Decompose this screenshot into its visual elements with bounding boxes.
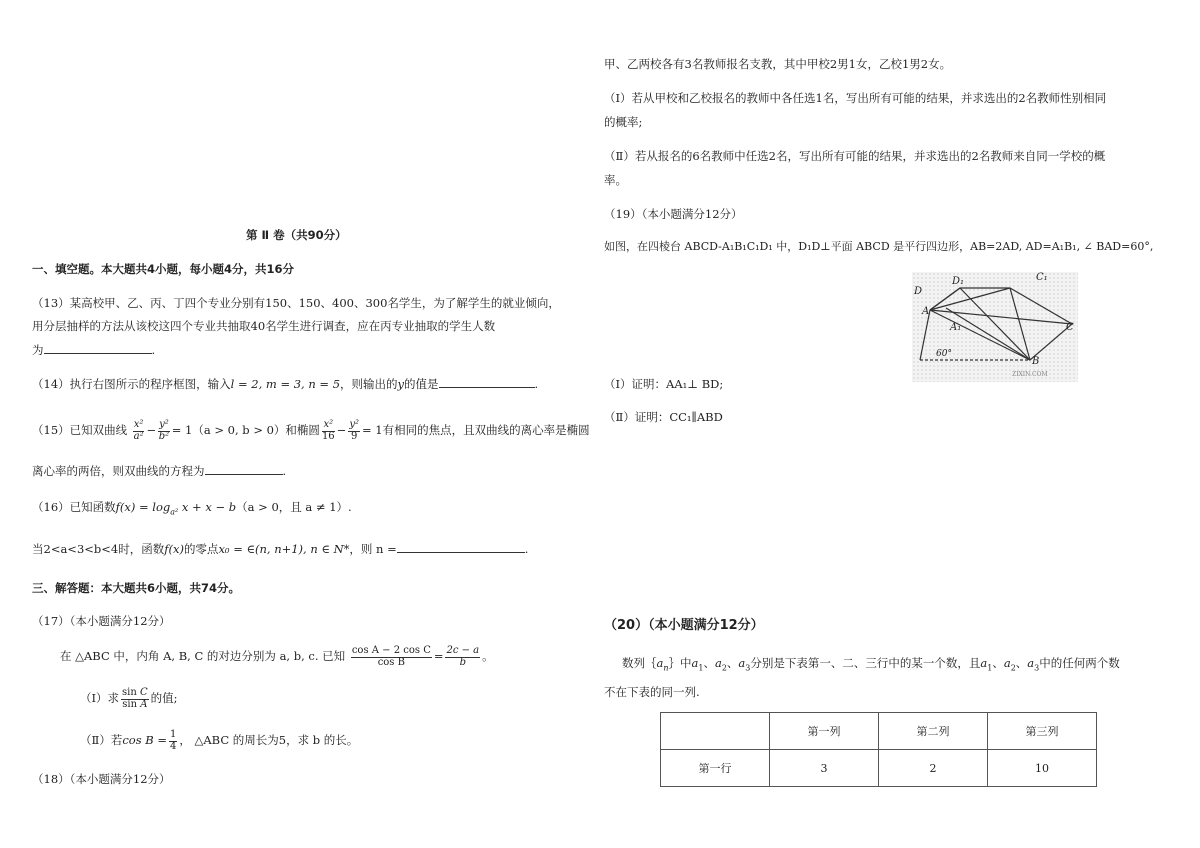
q17-ii-text-c: ， △ABC 的周长为5，求 b 的长。 bbox=[179, 733, 359, 747]
frac-sinC-sinA: $\frac{\text{sin C}}{\text{sin A}}$ bbox=[122, 687, 148, 710]
table-row bbox=[661, 750, 1097, 787]
figure-watermark: ZIXIN.COM bbox=[1012, 371, 1048, 378]
q18-ii-line1: （Ⅱ）若从报名的6名教师中任选2名，写出所有可能的结果，并求选出的2名教师来自同一学校的概 bbox=[604, 149, 1106, 163]
frac-2c-a-b: $\frac{2c - a}{b}$ bbox=[446, 645, 480, 668]
q17-ii-cosB: cos B = bbox=[122, 733, 167, 747]
q16-func: f(x) = log bbox=[115, 500, 171, 514]
q20-text-a: 数列｛ bbox=[622, 656, 657, 670]
label-d1: D₁ bbox=[952, 276, 965, 287]
q17-ii-text-a: （Ⅱ）若 bbox=[80, 733, 123, 747]
q16-answer-blank[interactable] bbox=[397, 541, 525, 553]
q17-part-i bbox=[80, 688, 178, 710]
edge-a-base bbox=[920, 310, 930, 360]
table-header-cell: 第三列 bbox=[988, 713, 1097, 750]
q17-i-text-a: （Ⅰ）求 bbox=[80, 691, 120, 705]
q13-line2: 用分层抽样的方法从该校这四个专业共抽取40名学生进行调查，应在丙专业抽取的学生人数 bbox=[32, 319, 496, 333]
q18-i-line1: （Ⅰ）若从甲校和乙校报名的教师中各任选1名，写出所有可能的结果，并求选出的2名教师性别相同 bbox=[604, 91, 1107, 105]
q13-line1: （13）某高校甲、乙、丙、丁四个专业分别有150、150、400、300名学生，为了解学生的就业倾向， bbox=[32, 296, 560, 310]
q13-answer-blank[interactable] bbox=[44, 342, 152, 354]
part-title: 第 Ⅱ 卷（共90分） bbox=[246, 228, 347, 242]
q19-part-i: （Ⅰ）证明：AA₁⊥ BD; bbox=[604, 377, 724, 391]
frac-cos-ratio: $\frac{\text{cos A − 2 cos C}}{\text{cos B}}$ bbox=[351, 645, 431, 668]
q15-text-a: （15）已知双曲线 bbox=[32, 423, 128, 437]
q16-func-rest: x + x − b bbox=[181, 500, 237, 514]
frac-x2-16: $\frac{\text{x²}}{16}$ bbox=[321, 419, 335, 442]
q16-text-e: 当2<a<3<b<4时，函数 bbox=[32, 542, 165, 556]
q20-line2: 不在下表的同一列. bbox=[604, 685, 700, 699]
q13-line3: 为 . bbox=[32, 343, 156, 357]
frac-1-4: $\frac{1}{4}$ bbox=[170, 729, 177, 752]
table-cell: 2 bbox=[879, 750, 988, 787]
section-answer-heading: 三、解答题：本大题共6小题，共74分。 bbox=[32, 581, 241, 595]
q17-part-ii bbox=[80, 730, 358, 752]
table-header-row bbox=[661, 713, 1097, 750]
q18-i-line2: 的概率; bbox=[604, 115, 643, 129]
q20-text-c: 分别是下表第一、二、三行中的某一个数，且 bbox=[750, 656, 981, 670]
q20-text-d: 中的任何两个数 bbox=[1039, 656, 1120, 670]
table-header-cell: 第二列 bbox=[879, 713, 988, 750]
q14-text-e: 的值是 bbox=[404, 377, 439, 391]
label-angle: 60° bbox=[936, 349, 952, 359]
q16-fx: f(x) bbox=[164, 542, 184, 556]
q13-prefix: 为 bbox=[32, 343, 44, 357]
q19-line1: 如图，在四棱台 ABCD-A₁B₁C₁D₁ 中，D₁D⊥平面 ABCD 是平行四边形，AB=2AD, AD=A₁B₁, ∠ BAD=60°, bbox=[604, 240, 1154, 253]
frustum-figure bbox=[912, 272, 1078, 382]
q14-var-y: y bbox=[397, 377, 405, 391]
frustum-diagram bbox=[912, 272, 1078, 382]
q16-line1: （16）已知函数$f(x) = \log_{a^2} x + x - b(a > 0$，且 a ≠ 1）. bbox=[32, 500, 352, 517]
q17-text-c: 。 bbox=[482, 649, 494, 663]
label-c: C bbox=[1066, 322, 1074, 333]
q17-stem bbox=[60, 646, 494, 668]
q18-heading: （18）（本小题满分12分） bbox=[32, 772, 171, 786]
table-cell: 10 bbox=[988, 750, 1097, 787]
q17-text-a: 在 △ABC 中，内角 A, B, C 的对边分别为 a, b, c. 已知 bbox=[60, 649, 346, 663]
q14-answer-blank[interactable] bbox=[439, 376, 535, 388]
q16-line2: 当2<a<3<b<4时，函数f(x)的零点x₀ = ∈(n, n+1), n ∈ N*，则 n = . bbox=[32, 542, 529, 556]
label-b: B bbox=[1032, 356, 1040, 367]
q17-eq: = bbox=[433, 649, 444, 663]
q20-table bbox=[660, 712, 1097, 787]
q16-zero-range: x₀ = ∈(n, n+1), n ∈ N* bbox=[218, 542, 350, 556]
q15-answer-blank[interactable] bbox=[205, 463, 283, 475]
q19-heading: （19）（本小题满分12分） bbox=[604, 207, 743, 221]
label-d: D bbox=[914, 286, 923, 297]
frac-x2-a2: $\frac{\text{x²}}{\text{a²}}$ bbox=[133, 419, 144, 442]
frac-y2-9: $\frac{\text{y²}}{9}$ bbox=[349, 419, 359, 442]
q17-i-text-b: 的值; bbox=[150, 691, 178, 705]
table-header-cell: 第一列 bbox=[770, 713, 879, 750]
q14-inputs: l = 2, m = 3, n = 5 bbox=[230, 377, 341, 391]
q20-text-b: ｝中 bbox=[668, 656, 692, 670]
table-header-cell bbox=[661, 713, 770, 750]
q15-line2-text: 离心率的两倍，则双曲线的方程为 bbox=[32, 464, 205, 478]
label-c1: C₁ bbox=[1036, 272, 1048, 283]
label-a1: A₁ bbox=[950, 322, 962, 333]
q16-text-a: （16）已知函数 bbox=[32, 500, 116, 514]
q14-text-c: ，则输出的 bbox=[340, 377, 398, 391]
q20-heading: （20）（本小题满分12分） bbox=[604, 618, 764, 633]
q16-cond: （a > 0，且 a ≠ 1）. bbox=[236, 500, 352, 514]
edge-d1-a bbox=[930, 288, 960, 310]
q20-line1: 数列$\{a_n\}$中$a_1$、$a_2$、$a_3$分别是下表第一、二、三行中的某一个数，且$a_1$、$a_2$、$a_3$中的任何两个数 bbox=[622, 656, 1120, 673]
q15-text-b: = 1（a > 0, b > 0）和椭圆 bbox=[171, 423, 320, 437]
q15: （15）已知双曲线 $\frac{\text{x²}}{\text{a²}}$ − $\frac{\text{y²}}{\text{b²}}$ = 1（a > 0, b > 0）和椭圆 $\frac{\text{x²}}{16}$ − $\frac{\text{y²}}{9}$ = 1有相同的焦点，且双曲线的离心率是椭圆 bbox=[32, 419, 590, 442]
q16-text-g: 的零点 bbox=[183, 542, 219, 556]
frac-y2-b2: $\frac{\text{y²}}{\text{b²}}$ bbox=[158, 419, 170, 442]
q17-heading: （17）（本小题满分12分） bbox=[32, 614, 171, 628]
q15-line2: 离心率的两倍，则双曲线的方程为 . bbox=[32, 464, 287, 478]
q19-part-ii: （Ⅱ）证明：CC₁∥ABD bbox=[604, 410, 723, 424]
q16-text-i: ，则 n = bbox=[349, 542, 397, 556]
q18-ii-line2: 率。 bbox=[604, 173, 627, 187]
label-a: A bbox=[922, 306, 930, 317]
q14-text-a: （14）执行右图所示的程序框图，输入 bbox=[32, 377, 231, 391]
table-cell: 3 bbox=[770, 750, 879, 787]
q18-line1: 甲、乙两校各有3名教师报名支教，其中甲校2男1女，乙校1男2女。 bbox=[604, 57, 952, 71]
q15-text-c: = 1有相同的焦点，且双曲线的离心率是椭圆 bbox=[361, 423, 590, 437]
edge-a-c1 bbox=[930, 288, 1010, 310]
table-cell: 第一行 bbox=[661, 750, 770, 787]
section-fill-heading: 一、填空题。本大题共4小题，每小题4分，共16分 bbox=[32, 262, 295, 276]
q14: （14）执行右图所示的程序框图，输入l = 2, m = 3, n = 5，则输出的y的值是 . bbox=[32, 377, 539, 391]
